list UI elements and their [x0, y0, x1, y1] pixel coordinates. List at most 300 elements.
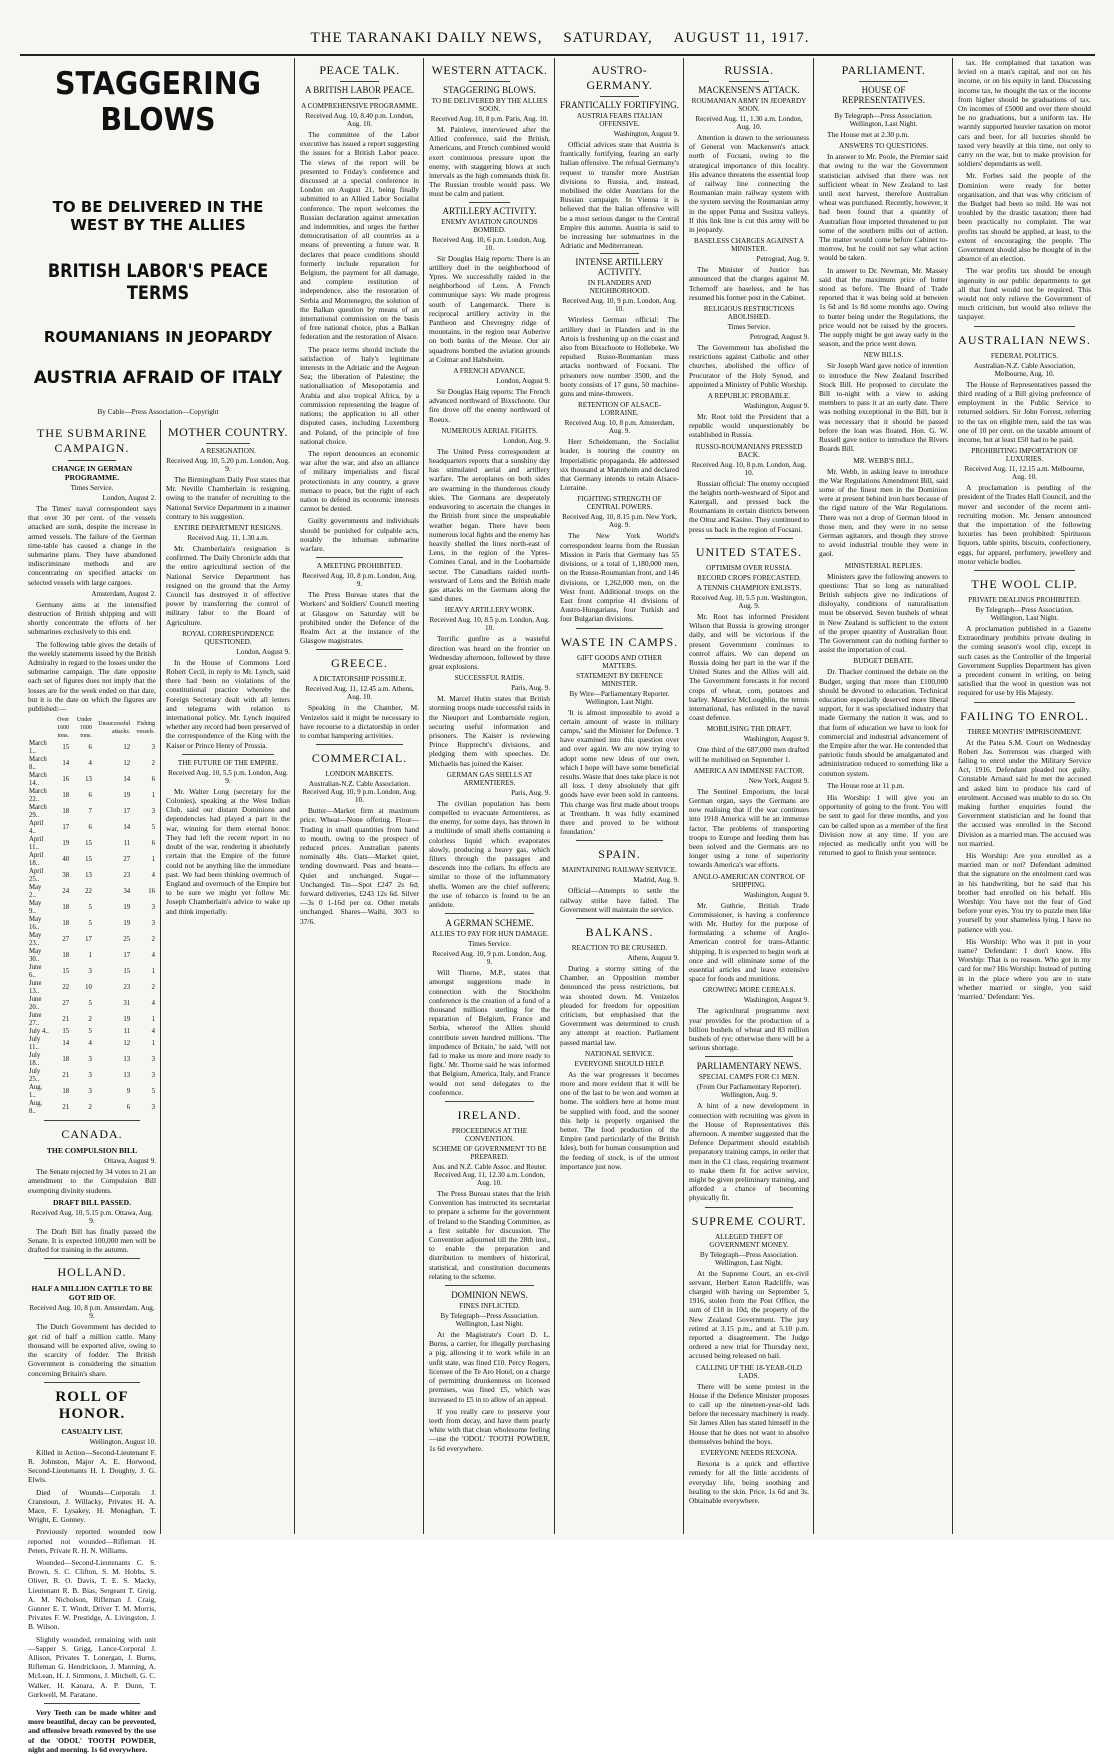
- table-cell: 21: [62, 1016, 70, 1024]
- table-cell: 22: [85, 888, 92, 896]
- article-paragraph: Mr. Guthrie, British Trade Commissioner, is having a conference with Mr. Hurley for the purpose of formulating a scheme of Anglo-American control for trans-Atlantic shipping. It is expected to begin work at once and will eliminate some of the essential articles and leave extensive space for foods and munitions.: [689, 900, 809, 984]
- table-cell: 17: [62, 824, 70, 832]
- subhead: MOBILISING THE DRAFT.: [706, 725, 792, 734]
- subhead: THREE MONTHS' IMPRISONMENT.: [967, 727, 1082, 736]
- headline-holland: HOLLAND.: [57, 1265, 127, 1280]
- article-paragraph: The Senate rejected by 34 votes to 21 an amendment to the Compulsion Bill exempting divinity students.: [28, 1167, 156, 1195]
- article-paragraph: His Worship: Who was it put in your name? Defendant: I don't know. His Worship: That is no reason. Who got in my card for me? His Worship: Instead of putting in in the place where you are to state whether married or single, you said 'married.' Defendant: Yes.: [958, 936, 1091, 1002]
- table-cell: 3: [88, 1056, 92, 1064]
- table-row: [28, 964, 156, 980]
- table-cell: 6: [151, 776, 155, 784]
- banner-headline-labor: BRITISH LABOR'S PEACE TERMS: [47, 260, 269, 304]
- subhead: HALF A MILLION CATTLE TO BE GOT RID OF.: [31, 1284, 153, 1303]
- subhead: ANGLO-AMERICAN CONTROL OF SHIPPING.: [692, 872, 806, 889]
- subhead: SPECIAL CAMPS FOR C1 MEN.: [698, 1073, 800, 1082]
- table-cell: 6: [88, 792, 92, 800]
- table-cell: 23: [123, 872, 131, 880]
- table-cell: 15: [62, 1028, 70, 1036]
- table-cell: 2: [88, 1016, 92, 1024]
- article-paragraph: Mr. Root has informed President Wilson that Russia is growing stronger daily, and will be victorious if the present Government continues to control affairs. We can depend on Russia doing her part in the war if the United States and the Allies will aid. The Government forecasts it for record crops of wheat, corn, potatoes and barley. Maurice McLoughlin, the tennis international, has enlisted in the naval coast defence.: [689, 611, 809, 723]
- column-russia: [685, 58, 813, 1536]
- table-cell: 22: [62, 984, 70, 992]
- column-australian-news: [954, 58, 1095, 1536]
- article-paragraph: In answer to Dr. Newman, Mr. Massey said that the maximum price of butter stood as before. The Board of Trade reported that it was being sold at between 1s 6d and 1s 8d some months ago. Owing to butter being under the Regulations, the price would not be raised by the grocers. The supply might be got away early in the season, and the price went down.: [819, 265, 948, 349]
- table-cell: 7: [88, 808, 92, 816]
- masthead-date: AUGUST 11, 1917.: [673, 30, 810, 46]
- subhead: A RESIGNATION.: [200, 447, 256, 455]
- article-paragraph: Will Thorne, M.P., states that amongst suggestions made in connection with the Stockholm conference is the creation of a fund of a thousand millions sterling for the reparation of Belgium, France and Serbia, whereof the Allies should contribute seven hundred millions. 'The impudence of Britain,' he said, 'will not fail to make us more and more ready to fight.' Mr. Thorne said he was informed that Belgium, America, Italy, and France would not send delegates to the conference.: [429, 968, 550, 1097]
- table-cell: 5: [151, 824, 155, 832]
- table-cell: 1: [151, 856, 155, 864]
- table-cell: 13: [85, 872, 92, 880]
- table-cell: 19: [123, 792, 131, 800]
- table-cell: 1: [88, 952, 92, 960]
- table-cell: 13: [123, 1056, 131, 1064]
- dateline: Received Aug. 10, 9 p.m. London, Aug. 9.: [432, 950, 547, 967]
- table-cell: 13: [123, 1072, 131, 1080]
- table-cell: July 18..: [29, 1052, 41, 1068]
- table-row: [28, 948, 156, 964]
- article-paragraph: The Press Bureau states that the Workers' and Soldiers' Council meeting at Glasgow on Saturday will be prohibited under the Defence of the Realm Act at the instance of the Glasgow magistrates.: [300, 590, 419, 646]
- table-cell: 9: [126, 1088, 131, 1096]
- headline-supreme-court: SUPREME COURT.: [691, 1213, 807, 1228]
- subhead: A FRENCH ADVANCE.: [453, 367, 526, 376]
- table-cell: 18: [62, 920, 70, 928]
- table-row: [28, 1100, 156, 1116]
- table-cell: 19: [62, 840, 70, 848]
- dateline: Paris, Aug. 9.: [511, 788, 550, 797]
- table-cell: July 25..: [29, 1068, 41, 1084]
- dateline: Received Aug. 10, 8.40 p.m. London, Aug. 10.: [305, 112, 414, 128]
- dateline: Received Aug. 10, 8 p.m. Amsterdam, Aug. 9.: [564, 419, 675, 436]
- table-cell: 6: [88, 824, 92, 832]
- dateline: Petrograd, August 9.: [749, 333, 809, 342]
- table-cell: 40: [62, 856, 70, 864]
- article-paragraph: Guilty governments and individuals should be punished for culpable acts, notably the inhuman submarine warfare.: [300, 516, 419, 553]
- table-cell: 15: [85, 856, 92, 864]
- article-paragraph: The Government has abolished the restrictions against Catholic and other churches, abolished the office of Procurator of the Holy Synod, and appointed a Ministry of Public Worship.: [689, 343, 809, 389]
- table-cell: 16: [148, 888, 155, 896]
- table-row: [28, 1012, 156, 1028]
- subhead: HEAVY ARTILLERY WORK.: [444, 606, 535, 615]
- article-paragraph: The report denounces an economic war after the war, and also an alliance of military imperialists and fiscal protectionists in any country, a grave menace to peace, but the right of each nation to defend its economic interests cannot be denied.: [300, 448, 419, 514]
- dateline: Received Aug. 11, 1.30 a.m. London, Aug. 10.: [695, 115, 803, 131]
- table-cell: 13: [85, 776, 92, 784]
- subhead: NEW BILLS.: [863, 351, 904, 360]
- article-paragraph: M. Painleve, interviewed after the Allied conference, said the British, Americans, and French combined would exert continuous pressure upon the enemy, with staggering blows at such intervals as the high commands think fit. The Russian trouble would pass. We must be calm and patient.: [429, 125, 550, 199]
- table-row: [28, 1028, 156, 1036]
- table-cell: March 29..: [29, 804, 47, 820]
- subhead: FEDERAL POLITICS.: [990, 351, 1059, 360]
- table-row: [28, 1052, 156, 1068]
- article-paragraph: Official advices state that Austria is frantically fortifying, fearing an early Italian offensive. The refusal Germany's request to transfer more Austrian divisions to Russia, and, instead, mobilised the older Austrians for the Russian campaign. In Vienna it is believed that the Italian offensive will be a most serious danger to the Central Empire this autumn. Austria is said to be increasing her submarines in the Adriatic and Mediterranean.: [560, 140, 679, 251]
- article-paragraph: Attention is drawn to the seriousness of General von Mackensen's attack north of Focsani, owing to the strategical importance of this locality. His advance threatens the essential loop of railway line connecting the Roumanian main railway system with the system serving the Roumanian army in the upper Putna and Susitza valleys. If this link line is cut this army will be in jeopardy.: [689, 133, 809, 235]
- subhead: OPTIMISM OVER RUSSIA.: [706, 563, 792, 572]
- column-rule: [423, 58, 424, 1534]
- table-header-cell: Under 1600 tons.: [76, 717, 92, 740]
- advertisement: Rexona is a quick and effective remedy for all the little accidents of everyday life, being soothing and healing to the skin. Price, 1s 6d and 3s. Obtainable everywhere.: [689, 1459, 809, 1505]
- subhead: AUSTRIA FEARS ITALIAN OFFENSIVE.: [576, 112, 663, 128]
- dateline: London, Aug. 9.: [503, 436, 550, 445]
- subhead: BASELESS CHARGES AGAINST A MINISTER.: [694, 237, 804, 254]
- table-cell: 14: [62, 1040, 70, 1048]
- headline-western-attack: WESTERN ATTACK.: [431, 63, 548, 77]
- dateline: London, August 9.: [236, 647, 290, 656]
- table-row: [28, 756, 156, 772]
- article-paragraph: One third of the 687,000 men drafted will be mobilised on September 1.: [689, 745, 809, 764]
- subhead: PRIVATE DEALINGS PROHIBITED.: [968, 595, 1081, 604]
- subhead: IN FLANDERS AND NEIGHBORHOOD.: [587, 279, 652, 296]
- dateline: Athens, August 9.: [627, 953, 679, 962]
- table-cell: 3: [151, 1104, 155, 1112]
- subhead: RELIGIOUS RESTRICTIONS ABOLISHED.: [703, 305, 795, 322]
- banner-headline-west: TO BE DELIVERED IN THE WEST BY THE ALLIES: [52, 198, 264, 234]
- article-paragraph: At the Patea S.M. Court on Wednesday Robert Jas. Sorrenson was charged with failing to enrol under the Military Service Act, 1916. Defendant pleaded not guilty. Constable Arnaud said he met the accused and asked him to produce his card of enrolment. Accused was unable to do so. On making further enquiries found the Government statistician and he found that the accused was enrolled in the Second Division as a married man. The accused was not married.: [958, 737, 1091, 848]
- table-cell: 12: [123, 1040, 131, 1048]
- table-row: [28, 900, 156, 916]
- table-cell: 16: [62, 776, 70, 784]
- subhead: CALLING UP THE 18-YEAR-OLD LADS.: [695, 1363, 802, 1380]
- table-cell: 3: [88, 1072, 92, 1080]
- table-cell: July 11..: [29, 1036, 41, 1052]
- subhead: PROCEEDINGS AT THE CONVENTION.: [451, 1127, 528, 1144]
- table-cell: 14: [123, 824, 131, 832]
- subhead: RUSSO-ROUMANIANS PRESSED BACK.: [695, 442, 803, 459]
- article-paragraph: The peace terms should include the satisfaction of Italy's legitimate interests in the Adriatic and the Aegean Sea; the liberation of Palestine; the nationalisation of Mesopotamia and Arabia and also tropical Africa, by a commission representing the league of nations; the application to all other disputed cases, including Luxemburg and Poland, of the principle of free national choice.: [300, 344, 419, 446]
- dateline: Amsterdam, August 2.: [91, 589, 156, 598]
- subhead: A BRITISH LABOR PEACE.: [304, 85, 414, 95]
- table-cell: 5: [88, 1028, 92, 1036]
- dateline: Australian-N.Z. Cable Association. Received Aug. 10, 9 p.m. London, Aug. 10.: [302, 780, 417, 805]
- table-cell: 19: [123, 920, 131, 928]
- dateline: Received Aug. 10, 5.15 p.m. Ottawa, Aug. 9.: [31, 1208, 153, 1225]
- table-cell: 21: [62, 1072, 70, 1080]
- article-paragraph: Died of Wounds—Corporals J. Cranstoun, J. Willacky, Privates H. A. Mace, F. Lysakey, H. Monaghan, T. Wright, E. Gonney.: [28, 1487, 156, 1525]
- headline-mother-country: MOTHER COUNTRY.: [168, 425, 288, 439]
- article-paragraph: Sir Douglas Haig reports: The French advanced northward of Bixschoote. Our fire drove off the enemy northward of Roeux.: [429, 387, 550, 424]
- table-cell: 15: [123, 968, 131, 976]
- table-header-cell: Over 1600 tons.: [57, 717, 70, 740]
- subhead: CASUALTY LIST.: [61, 1426, 123, 1436]
- table-cell: 2: [88, 1104, 92, 1112]
- dateline: By Telegraph—Press Association. Wellington, Last Night.: [699, 1250, 799, 1267]
- dateline: Aus. and N.Z. Cable Assoc. and Reuter. Received Aug. 11, 12.30 a.m. London, Aug. 10.: [432, 1163, 547, 1188]
- dateline: Received Aug. 10, 8 p.m. London, Aug. 9.: [302, 572, 417, 589]
- article-paragraph: Sir Joseph Ward gave notice of intention to introduce the New Zealand Inscribed Stock Bill. He proposed to circulate the Bill to-night with a view to asking members to pass it at an early date. There was nothing exceptional in the Bill, but it was necessary that it should be passed before the loan was floated. Hon. G. W. Russell gave notice to introduce the Rivers Boards Bill.: [819, 361, 948, 454]
- table-cell: 6: [126, 1104, 131, 1112]
- table-cell: 11: [123, 1028, 131, 1036]
- table-cell: 38: [62, 872, 70, 880]
- table-cell: 5: [88, 904, 92, 912]
- table-cell: 5: [88, 920, 92, 928]
- subhead: ENTIRE DEPARTMENT RESIGNS.: [174, 524, 282, 533]
- banner-headline-austria: AUSTRIA AFRAID OF ITALY: [33, 368, 283, 388]
- table-cell: 4: [88, 760, 92, 768]
- article-paragraph: The House rose at 11 p.m.: [827, 780, 905, 790]
- article-paragraph: The war profits tax should be enough ingenuity in our public departments to get all that fund would not be required. This would not only relieve the Government of much criticism, but would also relieve the taxpayer.: [958, 266, 1091, 322]
- table-row: [28, 836, 156, 852]
- table-row: [28, 804, 156, 820]
- column-peace-talk: [296, 58, 423, 1536]
- column-submarine: [24, 420, 160, 1754]
- subhead: TO BE DELIVERED BY THE ALLIES SOON.: [431, 97, 548, 113]
- article-paragraph: His Worship: I will give you an opportunity of going to the front. You will be sent to gaol for three months, and you can be called upon as a member of the first Division now at any time. If you are rejected as medically unfit you will be returned to gaol to finish your sentence.: [819, 793, 948, 858]
- dateline: Madrid, Aug. 9.: [633, 876, 679, 885]
- advertisement: If you really care to preserve your teeth from decay, and have them pearly white with that clean wholesome feeling—use the 'ODOL' TOOTH POWDER, 1s 6d everywhere.: [429, 1406, 550, 1453]
- article-paragraph: Speaking in the Chamber, M. Venizelos said it might be necessary to have recourse to a dictatorship in order to combat hampering activities.: [300, 703, 419, 740]
- table-row: [28, 1084, 156, 1100]
- table-cell: 4: [151, 952, 155, 960]
- subhead: ENEMY AVIATION GROUNDS BOMBED.: [441, 217, 538, 234]
- subhead: A REPUBLIC PROBABLE.: [707, 392, 791, 401]
- article-paragraph: Terrific gunfire as a wasteful direction was heard on the frontier on Wednesday afternoon, followed by three great explosions.: [429, 634, 550, 671]
- article-paragraph: In answer to Mr. Poole, the Premier said that owing to the war the Government statistician advised that there was not sufficient wheat in New Zealand to last until next harvest, therefore Australian wheat was purchased. Recently, however, it had been found that a quantity of Australian flour imported threatened to put some of the southern mills out of action. The matter would come before Cabinet to-morrow, but he could not say what action would be taken.: [819, 152, 948, 263]
- table-cell: 23: [123, 984, 131, 992]
- table-row: [28, 772, 156, 788]
- table-row: [28, 868, 156, 884]
- table-cell: 18: [62, 792, 70, 800]
- article-paragraph: At the Magistrate's Court D. L. Burns, a carrier, for illegally purchasing a pig, allowing it to work while in an unfit state, was fined £10. Percy Rogers, licensee of the Te Aro Hotel, on a charge of permitting drunkenness on licensed premises, was fined £5, which was increased to £5 in to allow of an appeal.: [429, 1330, 550, 1404]
- dateline: Received Aug. 10, 8 p.m. Amsterdam, Aug. 9.: [29, 1304, 155, 1321]
- table-cell: 27: [62, 1000, 70, 1008]
- submarine-loss-table: [28, 716, 156, 1116]
- table-cell: 6: [88, 744, 92, 752]
- article-paragraph: The Sentinel Emporium, the local German organ, says the Germans are now realising that if the war continues into 1918 America will be an immense factor. The problems of transporting troops to Europe and feeding them has been solved and the Germans are no longer using a tone of superiority towards America's war efforts.: [689, 786, 809, 870]
- table-cell: 12: [123, 744, 131, 752]
- subhead: THE COMPULSION BILL: [46, 1146, 138, 1156]
- table-cell: 12: [123, 760, 131, 768]
- table-row: [28, 980, 156, 996]
- table-cell: June 27..: [29, 1012, 42, 1028]
- column-rule: [952, 58, 953, 1534]
- masthead: [20, 30, 1100, 52]
- table-cell: June 20..: [29, 996, 42, 1012]
- dateline: Received Aug. 10, 9 p.m. London, Aug. 10.: [562, 297, 677, 314]
- headline-waste-in-camps: WASTE IN CAMPS.: [560, 634, 679, 649]
- headline-peace-talk: PEACE TALK.: [319, 63, 400, 77]
- table-cell: 14: [123, 776, 131, 784]
- table-header-cell: Unsuccessful attacks.: [98, 721, 131, 736]
- table-cell: June 6..: [29, 964, 42, 980]
- article-paragraph: In the House of Commons Lord Robert Cecil, in reply to Mr. Lynch, said there had been no violations of the constitutional practice whereby the Foreign Secretary dealt with all letters and telegrams with relation to international policy. Mr. Lynch inquired whether any record had been preserved of the correspondence of the King with the Kaiser or Prince Henry of Prussia.: [166, 657, 290, 750]
- dateline: Received Aug. 10, 5.5 p.m. London, Aug. 9.: [168, 768, 288, 785]
- table-cell: 3: [151, 808, 155, 816]
- subhead: ARTILLERY ACTIVITY.: [442, 205, 537, 216]
- table-cell: 18: [62, 1056, 70, 1064]
- subhead: RECORD CROPS FORECASTED.: [697, 573, 801, 582]
- article-paragraph: Mr. Forbes said the people of the Dominion were ready for better organisation, and that was why criticism of the Budget had been so mild. He was not troubled by the drastic taxation; there had been practically no complaint. The war profits tax should be applied, at least, to the extent of encouraging the people. The Government should also be thought of in the absence of an election.: [958, 171, 1091, 264]
- dateline: Received Aug. 10, 6 p.m. London, Aug. 10.: [432, 235, 547, 252]
- subhead: FINES INFLICTED.: [459, 1302, 520, 1311]
- table-cell: May 16..: [29, 916, 42, 932]
- dateline: Washington, August 9.: [743, 996, 809, 1005]
- table-cell: 1: [151, 792, 155, 800]
- article-paragraph: The agricultural programme next year provides for the production of a billion bushels of wheat and 83 million bushels of rye; otherwise there will be a serious shortage.: [689, 1006, 809, 1053]
- headline-parliament: PARLIAMENT.: [841, 63, 926, 77]
- subhead: FRANTICALLY FORTIFYING.: [560, 100, 679, 110]
- article-paragraph: There will be some protest in the House if the Defence Minister proposes to call up the nineteen-year-old lads before the necessary machinery is ready. Sir James Allen has stated himself in the House that he does not want to absolve themselves behind the boys.: [689, 1381, 809, 1446]
- article-paragraph: Mr. Webb, in asking leave to introduce the War Regulations Amendment Bill, said some of the finest men in the Dominion were at present behind iron bars because of the rigid nature of the War Regulations. There was not a drop of German blood in those men, and they were in no sense German agitators, and though they strove to avoid industrial trouble they were in gaol.: [819, 466, 948, 559]
- table-cell: July 4..: [29, 1028, 49, 1036]
- article-paragraph: As the war progresses it becomes more and more evident that it will be one of the last to be won and women at home. The soldiers here at home must be supplied with food, and the sooner this help is properly organised the better. The food production of the Empire (and particularly of the British Isles), both for human consumption and the feeding of stock, is of the utmost importance just now.: [560, 1069, 679, 1171]
- article-paragraph: 'It is almost impossible to avoid a certain amount of waste in military camps,' said the Minister for Defence. 'I have examined into this question over and over again. We are now trying to adopt some new ideas of our own, which I hope will have some beneficial results. Waste that does take place is not all loss. I deny absolutely that gift goods have ever been sold in canteens. This charge was first made about troops at Trentham. It was fully examined there and proved to be without foundation.': [560, 707, 679, 837]
- column-rule: [294, 58, 295, 1534]
- subhead: PARLIAMENTARY NEWS.: [696, 1061, 802, 1072]
- table-cell: 3: [88, 968, 92, 976]
- dateline: Received Aug. 11, 12.15 a.m. Melbourne, Aug. 10.: [964, 465, 1085, 482]
- table-cell: April 4..: [29, 820, 44, 836]
- subhead: ALLIES TO PAY FOR HUN DAMAGE.: [430, 930, 549, 939]
- dateline: Received Aug. 10, 5.20 p.m. London, Aug. 9.: [166, 457, 290, 473]
- dateline: Washington, August 9.: [743, 402, 809, 411]
- dateline: Times Service.: [727, 323, 771, 332]
- article-paragraph: The Birmingham Daily Post states that Mr. Neville Chamberlain is resigning, owing to the transfer of recruiting to the National Service Department in a manner contrary to his suggestion.: [166, 475, 290, 521]
- table-row: [28, 788, 156, 804]
- subhead-change-programme: CHANGE IN GERMAN PROGRAMME.: [51, 464, 133, 482]
- article-paragraph: Herr Scheidemann, the Socialist leader, is touring the country on Imperialistic propaganda. He addressed six thousand at Mannheim and declared that Germany intends to retain Alsace-Lorraine.: [560, 437, 679, 493]
- article-paragraph: The Minister of Justice has announced that the charges against M. Tchernoff are baseless, and he has resumed his former post in the Cabinet.: [689, 265, 809, 302]
- dateline: Ottawa, August 9.: [104, 1157, 156, 1166]
- article-paragraph: The committee of the Labor executive has issued a report suggesting the issues for a British Labor peace. The views of the report will be presented to Friday's conference and discussed at a special conference in London on August 21, being finally submitted to an Allied Labor Socialist conference. The report welcomes the Russian declaration against annexation and indemnities, and urges the further democratisation of all countries as a means of preventing a future war. It declares that peace conditions should formerly include reparation for Belgium, the payment for all damage, and complete restitution of independence, also the restoration of Serbia and Montenegro, the solution of the Balkan question by means of an international commission on the basis of free national choice, plus a Balkan federation and the restoration of Alsace.: [300, 130, 419, 342]
- table-cell: 5: [151, 1088, 155, 1096]
- dateline: Washington, August 9.: [743, 890, 809, 899]
- table-cell: 17: [85, 936, 92, 944]
- headline-canada: CANADA.: [61, 1127, 123, 1142]
- subhead: STATEMENT BY DEFENCE MINISTER.: [576, 671, 663, 688]
- table-cell: 2: [151, 984, 155, 992]
- table-header-cell: Fishing vessels.: [136, 721, 155, 736]
- article-paragraph: Dr. Thacker continued the debate on the Budget, urging that more than £100,000 should be devoted to education. Technical education especially deserved more liberal support, for it was specialised industry that made Germany the nation it was, and to that form of education we have to look for commercial and industrial advancement of the Empire after the war. He contended that patriotic funds should be amalgamated and administration reduced to something like a common system.: [819, 667, 948, 778]
- headline-wool-clip: THE WOOL CLIP.: [971, 576, 1078, 591]
- subhead: REACTION TO BE CRUSHED.: [571, 943, 668, 952]
- table-row: [28, 884, 156, 900]
- article-paragraph: A proclamation is pending of the president of the Trades Hall Council, and the mover and seconder of the recent anti-recruiting motion. Mr. Jensen announced that the importation of the following luxuries has been prohibited: Spirituous liquors, table spirits, biscuits, confectionery, eggs, fur apparel, perfumery, jewellery and motor vehicle bodies.: [958, 483, 1091, 566]
- table-cell: May 2..: [29, 884, 42, 900]
- dateline: Received Aug. 11, 12.45 a.m. Athens, Aug. 10.: [305, 685, 414, 702]
- dateline: New York, August 9.: [748, 776, 809, 785]
- table-cell: April 25..: [29, 868, 44, 884]
- table-cell: 1: [151, 968, 155, 976]
- dateline: By Wire—Parliamentary Reporter. Wellington, Last Night.: [569, 689, 670, 706]
- table-row: [28, 996, 156, 1012]
- table-cell: 3: [151, 744, 155, 752]
- article-paragraph: The Times' naval correspondent says that over 30 per cent. of the vessels attacked are sunk, despite the increase in armed vessels. The failure of the German time-table has caused a change in the submarine plans. They have abandoned indiscriminate methods and are concentrating on specified attacks on selected vessels with large cargoes.: [28, 504, 156, 587]
- dateline: By Telegraph—Press Association. Wellington, Last Night.: [834, 112, 933, 128]
- article-paragraph: At the Supreme Court, an ex-civil servant, Herbert Eaton Radcliffe, was charged with having on September 5, 1916, stolen from the Post Office, the sum of £18 in 10d, the property of the New Zealand Government. The jury retired at 3.15 p.m., and at 5.10 p.m. reported a disagreement. The Judge ordered a new trial for Thursday next, accused being released on bail.: [689, 1268, 809, 1361]
- table-cell: Aug. 8..: [29, 1100, 43, 1116]
- article-paragraph: His Worship: Are you enrolled as a married man or not? Defendant admitted that the signature on the enrolment card was in his handwriting, but he said that his brother had enrolled on his behalf. His Worship: You have not the fear of God before your eyes. You try to puzzle men like yourself by your shameless lying. I have no patience with you.: [958, 851, 1091, 934]
- headline-balkans: BALKANS.: [585, 924, 654, 939]
- subhead: STAGGERING BLOWS.: [443, 85, 536, 95]
- table-row: [28, 1068, 156, 1084]
- table-cell: May 9..: [29, 900, 42, 916]
- table-cell: 18: [62, 952, 70, 960]
- table-cell: 18: [62, 904, 70, 912]
- headline-united-states: UNITED STATES.: [695, 544, 803, 559]
- column-rule: [554, 58, 555, 1534]
- advertisement: Very Teeth can be made whiter and more beautiful, decay can be prevented, and offensive breath removed by the use of the 'ODOL' TOOTH POWDER, night and morning. 1s 6d everywhere.: [28, 1707, 156, 1754]
- article-paragraph: Butter—Market firm at maximum price. Wheat—None offering. Flour—Trading in small quantities from hand to mouth, owing to the prospect of reduced prices. Australian patents nominally 48s. Oats—Market quiet, tending downward. Peas and beans—Quiet and unchanged. Sugar—Unchanged. Tin—Spot £247 2s 6d; forward deliveries, £243 12s 6d. Silver—3s 0 1-16d per oz. Other metals unchanged. Shares—Waihi, 30/3 to 37/6.: [300, 806, 419, 926]
- article-paragraph: The House of Representatives passed the third reading of a Bill giving preference of employment in the Public Service to returned soldiers. Sir John Forrest, referring to the tax on eligible men, said the tax was one of 10 per cent. on the taxable amount of income, but at least £50 had to be paid.: [958, 379, 1091, 444]
- table-cell: 4: [151, 1000, 155, 1008]
- article-paragraph: tax. He complained that taxation was levied on a man's capital, and not on his income, or on his equity in land. Discussing income tax, he thought the tax or the income from higher should be graduations of tax. On incomes of £5000 and over there should be no graduations, but a uniform tax. He warmly supported heavier taxation on motor cars and beer, for all luxuries should be taxed very heavily at this time, not only to carry on the war, but to make provision for soldiers' dependants as well.: [958, 58, 1091, 169]
- table-cell: 2: [151, 936, 155, 944]
- column-rule: [813, 58, 814, 1534]
- dateline: Received Aug. 11, 1.30 a.m.: [187, 534, 269, 543]
- headline-australian-news: AUSTRALIAN NEWS.: [958, 332, 1091, 347]
- table-row: [28, 852, 156, 868]
- dateline: Paris, Aug. 9.: [511, 684, 550, 693]
- table-cell: 19: [123, 1016, 131, 1024]
- dateline: Received Aug. 10, 8.15 p.m. New York, Aug. 9.: [562, 513, 677, 530]
- article-paragraph: The following table gives the details of the weekly statements issued by the British Admiralty in regard to the losses under the submarine campaign. The date opposite each set of figures does not imply that the losses are for the week ended on that date, but it is the date on which the figures are published:—: [28, 639, 156, 714]
- table-cell: 3: [151, 920, 155, 928]
- headline-ireland: IRELAND.: [457, 1108, 522, 1123]
- article-paragraph: The United Press correspondent at headquarters reports that a sunshiny day has stimulated aerial and artillery warfare. The aeroplanes on both sides are swarming in the thunderous cloudy skies. The Germans are desperately endeavoring to ascertain the changes in the British front since the unspeakable weather began. There have been numerous local fights and the enemy has heavily shelled the lines north-east of Lens, in the region of the Ypres-Comines Canal, and in the Loobartside sector. The Canadians raided north-westward of Lens and the British made gas attacks on the Germans along the sand dunes.: [429, 446, 550, 604]
- table-row: [28, 932, 156, 948]
- article-paragraph: Wireless German official: The artillery duel in Flanders and in the Artois is freshening up on the coast and also from Bixschoote to Hollebeke. We repulsed Russo-Roumanian mass attacks northward of Focsani. The prisoners now number 3500, and the booty consists of 17 guns, 50 machine-guns and mine-throwers.: [560, 315, 679, 399]
- column-parliament: [815, 58, 952, 1536]
- table-cell: 18: [62, 808, 70, 816]
- table-cell: 1: [151, 1016, 155, 1024]
- subhead: NATIONAL SERVICE.: [584, 1049, 655, 1058]
- article-paragraph: A hint of a new development in connection with recruiting was given in the House of Representatives this afternoon. A member suggested that the Defence Department should establish preparatory training camps, in order that men in the C1 class, requiring treatment to make them fit for active service, might be given preliminary training, and afforded a chance of becoming physically fit.: [689, 1101, 809, 1203]
- table-cell: 2: [151, 760, 155, 768]
- table-cell: 15: [85, 840, 92, 848]
- article-paragraph: Slightly wounded, remaining with unit—Sapper S. Grigg, Lance-Corporal J. Allison, Privates T. Lonergan, J. Burns, Rifleman G. Hendrickson, J. Manning, A. McLean, H. J. Simmons, J. Mitchell, G. C. Walker, H. Kanara, A. P. Dunn, T. Gurkwell, M. Paratane.: [28, 1634, 156, 1699]
- headline-failing-to-enrol: FAILING TO ENROL.: [960, 708, 1089, 723]
- table-row: [28, 740, 156, 756]
- subhead: MR. WEBB'S BILL.: [853, 456, 914, 465]
- banner-headline-roumanians: ROUMANIANS IN JEOPARDY: [43, 328, 273, 346]
- dateline: Received Aug. 10, 8 p.m. Paris, Aug. 10.: [430, 115, 549, 123]
- column-mother-country: [162, 420, 294, 1534]
- headline-russia: RUSSIA.: [724, 63, 774, 77]
- table-cell: 4: [151, 872, 155, 880]
- table-cell: 15: [62, 968, 70, 976]
- dateline: Washington, August 9.: [743, 735, 809, 744]
- headline-spain: SPAIN.: [598, 847, 641, 862]
- table-cell: 10: [85, 984, 92, 992]
- subhead: MAINTAINING RAILWAY SERVICE.: [562, 866, 677, 875]
- article-paragraph: Mr. Root told the President that a republic would unquestionably be established in Russia.: [689, 412, 809, 440]
- dateline: Washington, August 9.: [613, 130, 679, 138]
- column-rule: [683, 58, 684, 1534]
- table-cell: 3: [151, 904, 155, 912]
- article-paragraph: Sir Douglas Haig reports: There is an artillery duel in the neighborhood of Ypres. We successfully raided in the neighborhood of Lens. A French communique says: We made progress south of Langemarck. There is reciprocal artillery activity in the Pantheon and Chevregny ridge of mountains, in the region near Auberive on both banks of the Meuse. Our air squadrons bombed the aviation grounds at Colmar and Habsheim.: [429, 253, 550, 364]
- dateline: London, August 2.: [102, 494, 156, 502]
- headline-submarine-campaign: THE SUBMARINE CAMPAIGN.: [36, 426, 147, 455]
- front-banner-block: [24, 58, 292, 418]
- column-rule: [160, 420, 161, 1534]
- table-cell: 3: [151, 1072, 155, 1080]
- subhead: MINISTERIAL REPLIES.: [844, 561, 923, 570]
- table-cell: 27: [123, 856, 131, 864]
- byline: By Cable—Press Association—Copyright: [97, 408, 219, 416]
- article-paragraph: Official—Attempts to settle the railway strike have failed. The Government will maintain the service.: [560, 886, 679, 914]
- subhead: ANSWERS TO QUESTIONS.: [839, 142, 928, 151]
- table-cell: March 14..: [29, 772, 47, 788]
- table-cell: 4: [151, 1028, 155, 1036]
- table-cell: 3: [88, 1088, 92, 1096]
- subhead: LONDON MARKETS.: [325, 770, 394, 779]
- dateline: Times Service.: [70, 484, 114, 492]
- table-cell: 17: [123, 808, 131, 816]
- table-cell: 31: [123, 1000, 131, 1008]
- subhead: INTENSE ARTILLERY ACTIVITY.: [575, 257, 664, 278]
- table-cell: 4: [88, 1040, 92, 1048]
- table-cell: 11: [123, 840, 131, 848]
